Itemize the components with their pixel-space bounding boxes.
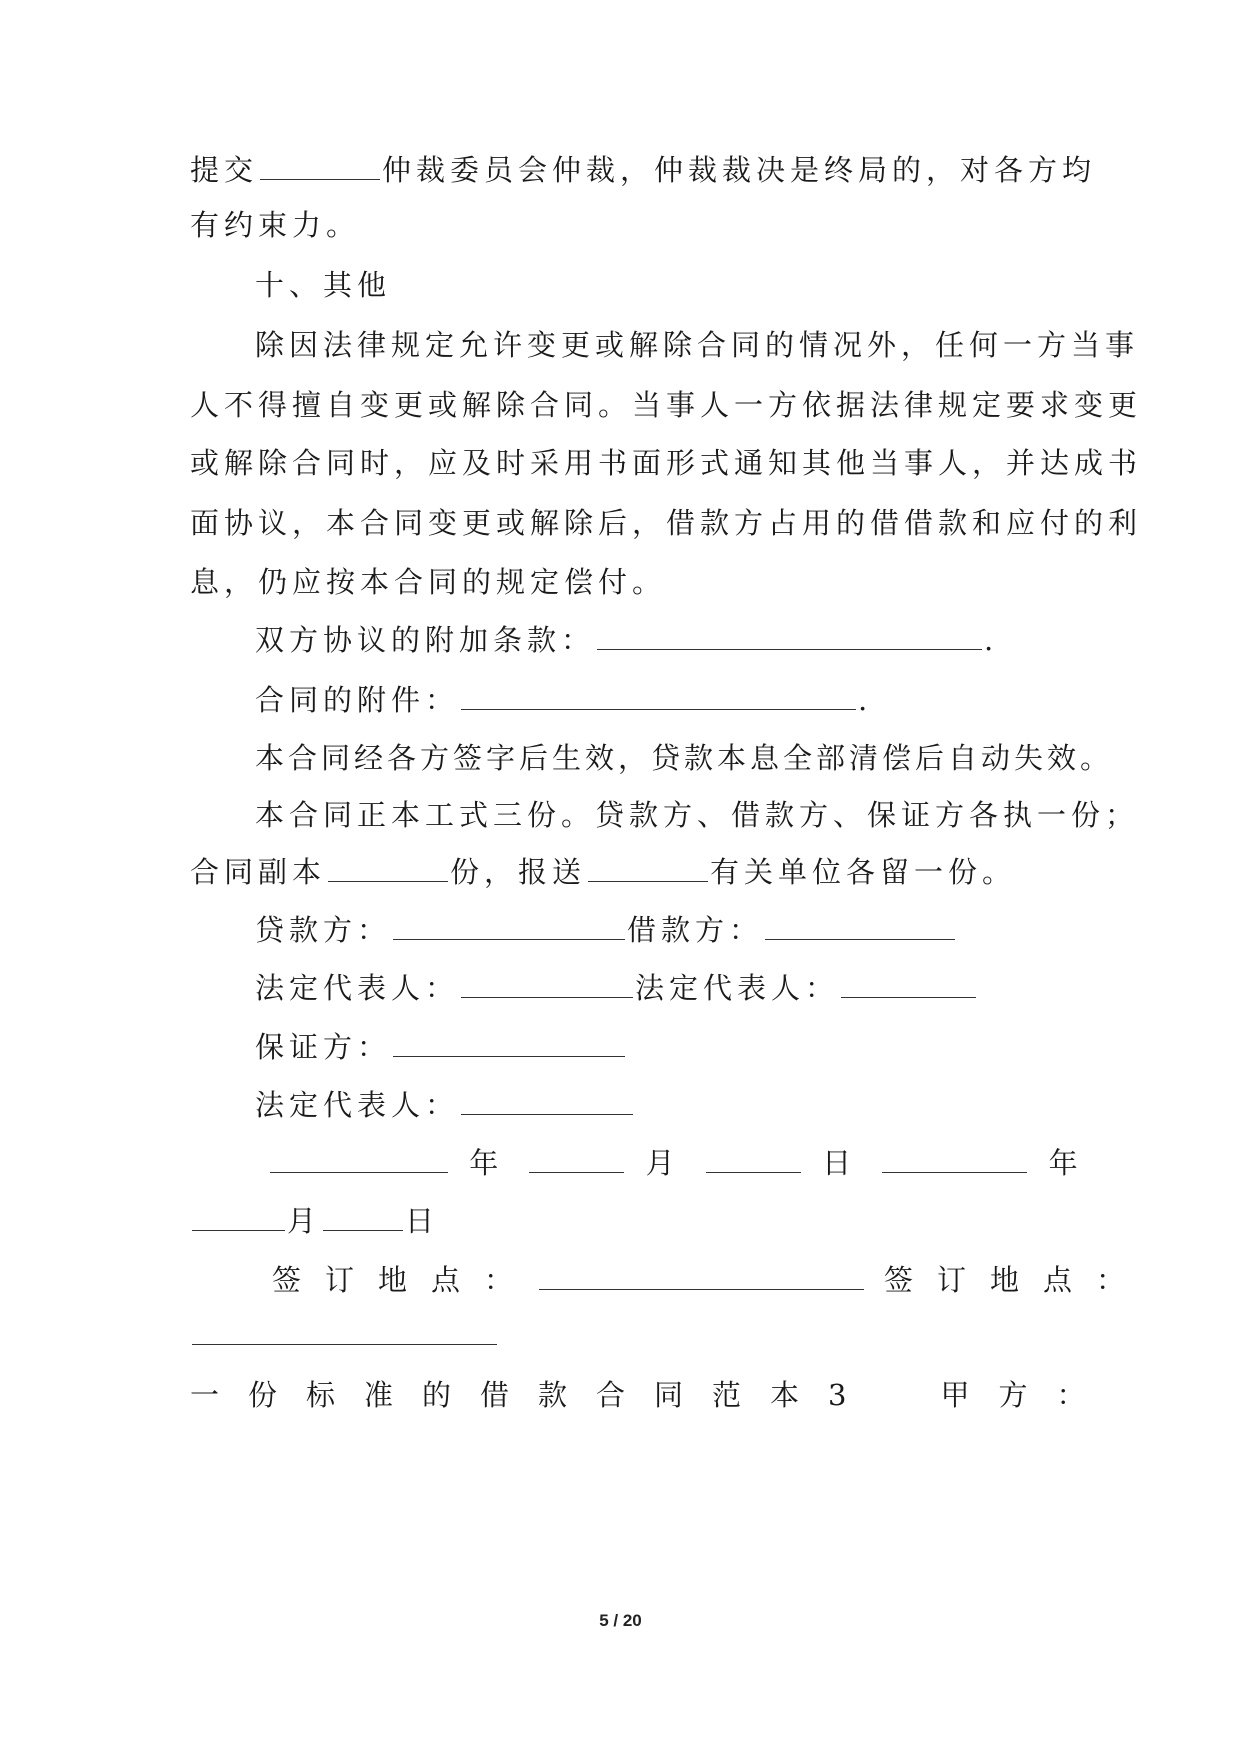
borrower-signature-blank bbox=[765, 913, 955, 940]
legal-rep-label: 法定代表人： bbox=[255, 971, 460, 1005]
label: 双方协议的附加条款： bbox=[255, 623, 596, 657]
borrower-label: 借款方： bbox=[627, 913, 764, 947]
text: 仲裁委员会仲裁，仲裁裁决是终局的，对各方均 bbox=[382, 153, 1097, 187]
effective-clause: 本合同经各方签字后生效，贷款本息全部清偿后自动失效。 bbox=[255, 741, 1114, 775]
month-blank bbox=[192, 1204, 285, 1231]
lender-borrower-line bbox=[255, 910, 957, 950]
label: 合同的附件： bbox=[255, 683, 460, 717]
blank-field bbox=[328, 855, 448, 882]
copies-line-1: 本合同正本工式三份。贷款方、借款方、保证方各执一份； bbox=[255, 798, 1140, 832]
paragraph-line: 或解除合同时，应及时采用书面形式通知其他当事人，并达成书 bbox=[190, 446, 1143, 480]
text: 合同副本 bbox=[190, 855, 327, 889]
year-label: 年 bbox=[1048, 1146, 1088, 1180]
month-label: 月 bbox=[287, 1204, 322, 1238]
text: 提交 bbox=[190, 153, 259, 187]
text: . bbox=[858, 683, 873, 717]
guarantor-label: 保证方： bbox=[255, 1030, 392, 1064]
legal-rep-label: 法定代表人： bbox=[635, 971, 840, 1005]
legal-rep-blank bbox=[461, 1088, 633, 1115]
section-heading-other: 十、其他 bbox=[255, 268, 392, 302]
party-a-label: 甲方： bbox=[940, 1378, 1115, 1412]
lender-signature-blank bbox=[393, 913, 625, 940]
year-blank bbox=[882, 1146, 1027, 1173]
text: 份，报送 bbox=[450, 855, 587, 889]
signing-place-label: 签订地点： bbox=[884, 1263, 1150, 1297]
paragraph-line: 除因法律规定允许变更或解除合同的情况外，任何一方当事 bbox=[255, 328, 1140, 362]
page-number: 5 / 20 bbox=[599, 1611, 642, 1630]
guarantor-line bbox=[255, 1027, 627, 1067]
guarantor-blank bbox=[393, 1030, 625, 1057]
year-blank bbox=[270, 1146, 448, 1173]
legal-rep-label: 法定代表人： bbox=[255, 1088, 460, 1122]
paragraph-line: 人不得擅自变更或解除合同。当事人一方依据法律规定要求变更 bbox=[190, 388, 1143, 422]
signing-place-label: 签订地点： bbox=[272, 1263, 538, 1297]
signing-place-blank bbox=[539, 1263, 864, 1290]
blank-field bbox=[597, 623, 982, 650]
paragraph-line: 息，仍应按本合同的规定偿付。 bbox=[190, 565, 667, 599]
copies-line-2 bbox=[190, 852, 1016, 892]
legal-rep-line bbox=[255, 968, 978, 1008]
blank-field bbox=[260, 153, 380, 180]
text: 有关单位各留一份。 bbox=[710, 855, 1017, 889]
month-blank bbox=[529, 1146, 624, 1173]
signing-place-line bbox=[272, 1260, 1149, 1300]
day-label: 日 bbox=[822, 1146, 862, 1180]
guarantor-legal-rep-line bbox=[255, 1085, 635, 1125]
arbitration-line-2: 有约束力。 bbox=[190, 208, 361, 242]
signing-place-blank bbox=[192, 1318, 497, 1345]
date-line-1 bbox=[268, 1143, 1088, 1183]
day-blank bbox=[706, 1146, 801, 1173]
signing-place-line-2 bbox=[190, 1315, 499, 1355]
blank-field bbox=[588, 855, 708, 882]
day-label: 日 bbox=[405, 1204, 440, 1238]
lender-label: 贷款方： bbox=[255, 913, 392, 947]
year-label: 年 bbox=[469, 1146, 509, 1180]
next-section-title: 一份标准的借款合同范本3 bbox=[190, 1378, 876, 1412]
legal-rep-blank bbox=[461, 971, 633, 998]
text: . bbox=[984, 623, 999, 657]
day-blank bbox=[323, 1204, 403, 1231]
extra-terms-line bbox=[255, 620, 998, 660]
blank-field bbox=[461, 683, 856, 710]
paragraph-line: 面协议，本合同变更或解除后，借款方占用的借借款和应付的利 bbox=[190, 506, 1143, 540]
month-label: 月 bbox=[645, 1146, 685, 1180]
date-line-2 bbox=[190, 1201, 439, 1241]
next-section-title-line bbox=[190, 1375, 1114, 1415]
legal-rep-blank bbox=[841, 971, 976, 998]
attachment-line bbox=[255, 680, 872, 720]
arbitration-line bbox=[190, 150, 1096, 190]
